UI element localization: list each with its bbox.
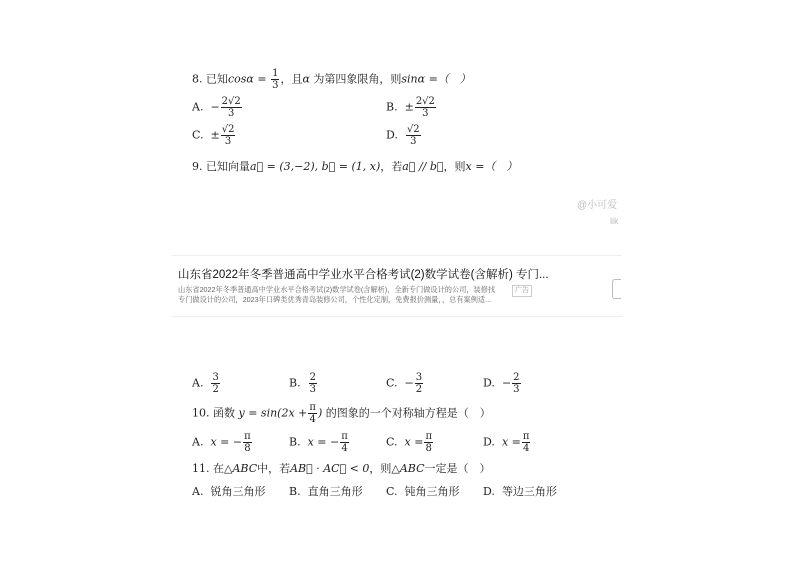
ad-description-line-1: 山东省2022年冬季普通高中学业水平合格考试(2)数学试卷(含解析)，全新专门做设计的公司，装修找 [178, 285, 496, 294]
q9-option-c: C. − $\frac{3}{2}$ [386, 372, 423, 395]
ad-card[interactable] [172, 255, 622, 317]
q10-option-a: A. x = − $\frac{\pi}{8}$ [192, 431, 251, 454]
q11-option-c: C. 钝角三角形 [386, 485, 460, 498]
question-number: 10. [192, 406, 210, 420]
ad-tag: 广告 [512, 285, 532, 297]
q10-option-c: C. x = $\frac{\pi}{8}$ [386, 431, 433, 454]
q11-option-a: A. 锐角三角形 [192, 485, 266, 498]
question-8-stem: 8. 已知cosα = $\frac{1}{3}$ ，且α 为第四象限角，则sinα =（ ） [192, 68, 471, 91]
q11-option-b: B. 直角三角形 [289, 485, 363, 498]
ad-description-line-2: 专门做设计的公司，2023年口碑类优秀青岛装修公司，个性化定制，免费报价测量，，总有案例适... [178, 295, 492, 304]
author-watermark: @小可爱 [577, 200, 618, 211]
q10-option-b: B. x = − $\frac{\pi}{4}$ [289, 431, 348, 454]
q8-option-b: B. ± $\frac{2√2}{3}$ [386, 96, 435, 119]
question-9-stem: 9. 已知向量a⃗ = (3,−2), b⃗ = (1, x)，若a⃗ // b⃗，则x =（ ） [192, 160, 518, 173]
question-number: 8. [192, 72, 203, 86]
watermark-badge: lik [610, 216, 619, 226]
q8-option-a: A. − $\frac{2√2}{3}$ [192, 96, 241, 119]
q11-option-d: D. 等边三角形 [483, 485, 557, 498]
ad-title[interactable]: 山东省2022年冬季普通高中学业水平合格考试(2)数学试卷(含解析) 专门... [178, 269, 549, 281]
q8-option-c: C. ± $\frac{√2}{3}$ [192, 124, 235, 147]
question-number: 11. [192, 462, 210, 475]
question-number: 9. [192, 160, 203, 173]
q10-option-d: D. x = $\frac{\pi}{4}$ [483, 431, 530, 454]
question-11-stem: 11. 在△ABC中，若AB⃗ · AC⃗ < 0，则△ABC一定是（ ） [192, 462, 491, 475]
ad-cta-button[interactable] [612, 279, 621, 299]
q9-option-d: D. − $\frac{2}{3}$ [483, 372, 520, 395]
question-10-stem: 10. 函数 y = sin(2x + $\frac{\pi}{4}$ ) 的图象的一个对称轴方程是（ ） [192, 402, 491, 425]
q9-option-b: B. $\frac{2}{3}$ [289, 372, 316, 395]
fraction: $\frac{1}{3}$ [272, 68, 279, 91]
q9-option-a: A. $\frac{3}{2}$ [192, 372, 219, 395]
q8-option-d: D. $\frac{√2}{3}$ [386, 124, 420, 147]
